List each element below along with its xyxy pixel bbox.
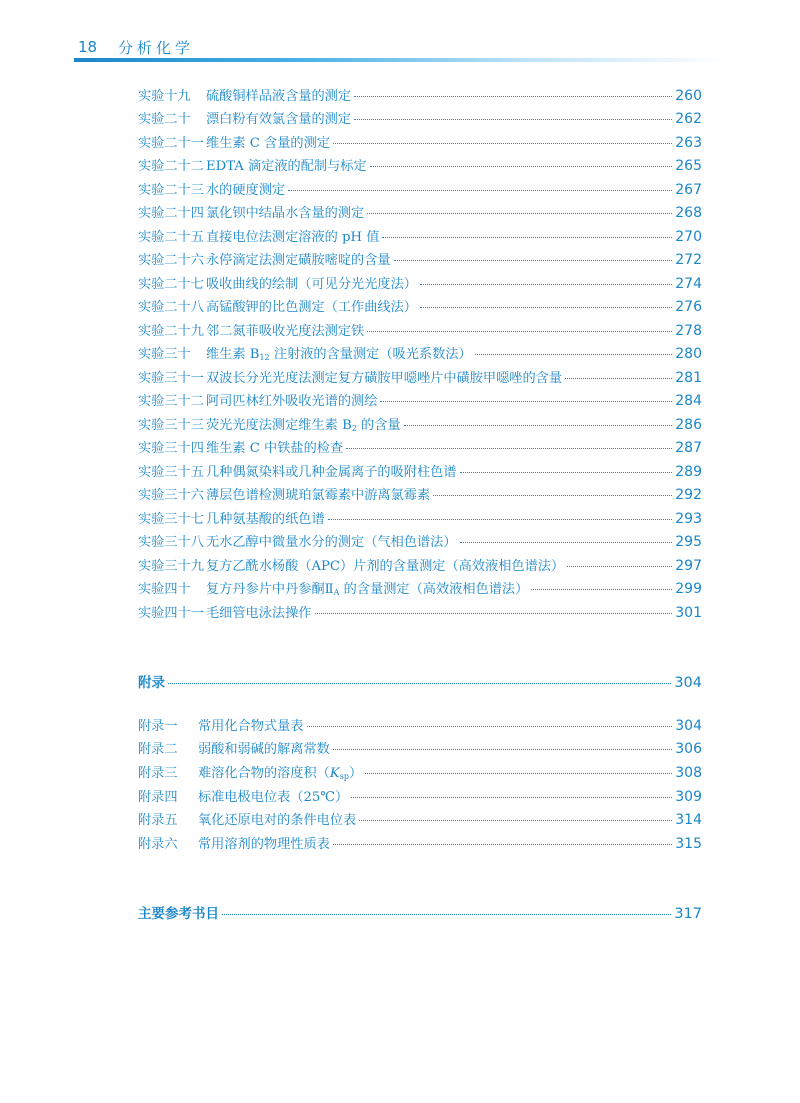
entry-page: 278: [675, 323, 702, 339]
toc-entry[interactable]: [138, 762, 702, 784]
entry-number: 实验二十四: [138, 206, 204, 221]
leader-dots: [460, 542, 673, 543]
leader-dots: [365, 773, 672, 774]
entry-title: 常用化合物式量表: [198, 719, 304, 734]
entry-page: 289: [675, 464, 702, 480]
entry-title: 常用溶剂的物理性质表: [198, 837, 330, 852]
entry-title: 吸收曲线的绘制（可见分光光度法）: [206, 277, 417, 292]
entry-number: 实验三十三: [138, 418, 204, 433]
entry-number: 实验二十: [138, 112, 191, 127]
entry-title: 复方丹参片中丹参酮$Ⅱ_A$ 的含量测定（高效液相色谱法）: [206, 582, 529, 597]
entry-page: 314: [675, 812, 702, 828]
page-number: 18: [78, 38, 98, 56]
toc-entry[interactable]: [138, 249, 702, 271]
entry-title: 荧光光度法测定维生素 $B_2$ 的含量: [206, 418, 401, 433]
leader-dots: [367, 213, 672, 214]
entry-page: 293: [675, 511, 702, 527]
entry-title: 标准电极电位表（25℃）: [198, 790, 349, 805]
entry-number: 实验四十一: [138, 606, 204, 621]
entry-title: 难溶化合物的溶度积$(K_{sp})$: [198, 766, 363, 781]
leader-dots: [333, 844, 672, 845]
entry-title: 毛细管电泳法操作: [206, 606, 312, 621]
entry-title: EDTA 滴定液的配制与标定: [206, 159, 367, 174]
entry-title: 维生素 C 中铁盐的检查: [206, 441, 344, 456]
entry-number: 实验二十五: [138, 230, 204, 245]
entry-number: 实验三十九: [138, 559, 204, 574]
toc-entry[interactable]: [138, 531, 702, 553]
entry-number: 实验三十七: [138, 512, 204, 527]
header-rule: [74, 58, 726, 62]
entry-page: 306: [675, 741, 702, 757]
entry-page: 284: [675, 393, 702, 409]
entry-page: 276: [675, 299, 702, 315]
leader-dots: [315, 613, 673, 614]
entry-page: 262: [675, 111, 702, 127]
toc-entry[interactable]: [138, 320, 702, 342]
section-page: 304: [674, 675, 702, 691]
leader-dots: [333, 749, 672, 750]
leader-dots: [404, 425, 673, 426]
leader-dots: [531, 589, 672, 590]
entry-page: 267: [675, 182, 702, 198]
entry-title: 永停滴定法测定磺胺嘧啶的含量: [206, 253, 391, 268]
section-page: 317: [674, 906, 702, 922]
entry-number: 实验三十: [138, 347, 191, 362]
leader-dots: [328, 519, 673, 520]
entry-page: 274: [675, 276, 702, 292]
entry-page: 295: [675, 534, 702, 550]
entry-title: 双波长分光光度法测定复方磺胺甲噁唑片中磺胺甲噁唑的含量: [206, 371, 563, 386]
leader-dots: [433, 495, 672, 496]
toc-entry[interactable]: [138, 437, 702, 459]
toc-entry[interactable]: [138, 296, 702, 318]
entry-number: 实验十九: [138, 89, 191, 104]
references-heading[interactable]: [138, 902, 702, 924]
toc-entry[interactable]: [138, 578, 702, 600]
entry-page: 260: [675, 88, 702, 104]
toc-entry[interactable]: [138, 390, 702, 412]
toc-entry[interactable]: [138, 108, 702, 130]
entry-number: 实验二十七: [138, 277, 204, 292]
entry-title: 氯化钡中结晶水含量的测定: [206, 206, 365, 221]
toc-entry[interactable]: [138, 132, 702, 154]
leader-dots: [367, 331, 672, 332]
section-title: 附录: [138, 675, 165, 691]
entry-title: 漂白粉有效氯含量的测定: [206, 112, 352, 127]
entry-title: 阿司匹林红外吸收光谱的测绘: [206, 394, 378, 409]
leader-dots: [382, 237, 672, 238]
leader-dots: [567, 566, 672, 567]
leader-dots: [333, 143, 672, 144]
entry-title: 高锰酸钾的比色测定（工作曲线法）: [206, 300, 417, 315]
entry-number: 实验二十六: [138, 253, 204, 268]
entry-number: 实验三十五: [138, 465, 204, 480]
toc-entry[interactable]: [138, 602, 702, 624]
entry-page: 287: [675, 440, 702, 456]
entry-title: 氧化还原电对的条件电位表: [198, 813, 357, 828]
leader-dots: [420, 284, 672, 285]
toc-entry[interactable]: [138, 555, 702, 577]
entry-title: 薄层色谱检测琥珀氯霉素中游离氯霉素: [206, 488, 431, 503]
leader-dots: [380, 401, 672, 402]
toc-entry[interactable]: [138, 367, 702, 389]
entry-title: 几种偶氮染料或几种金属离子的吸附柱色谱: [206, 465, 457, 480]
toc-entry[interactable]: [138, 461, 702, 483]
entry-number: 实验四十: [138, 582, 191, 597]
leader-dots: [354, 96, 672, 97]
entry-number: 实验二十一: [138, 136, 204, 151]
entry-page: 304: [675, 718, 702, 734]
toc-entry[interactable]: [138, 155, 702, 177]
section-title: 主要参考书目: [138, 906, 219, 922]
toc-entry[interactable]: [138, 715, 702, 737]
entry-page: 265: [675, 158, 702, 174]
leader-dots: [475, 354, 673, 355]
toc-entry[interactable]: [138, 833, 702, 855]
toc-entry[interactable]: [138, 85, 702, 107]
entry-number: 实验三十八: [138, 535, 204, 550]
entry-number: 实验三十一: [138, 371, 204, 386]
leader-dots: [351, 797, 672, 798]
leader-dots: [307, 726, 673, 727]
entry-title: 几种氨基酸的纸色谱: [206, 512, 325, 527]
running-header: [74, 36, 726, 66]
entry-page: 281: [675, 370, 702, 386]
entry-title: 维生素 C 含量的测定: [206, 136, 330, 151]
entry-page: 280: [675, 346, 702, 362]
leader-dots: [394, 260, 673, 261]
toc-entry[interactable]: [138, 414, 702, 436]
toc-entry[interactable]: [138, 484, 702, 506]
toc-entry[interactable]: [138, 179, 702, 201]
leader-dots: [460, 472, 673, 473]
leader-dots: [222, 914, 671, 915]
toc-entry[interactable]: [138, 508, 702, 530]
entry-title: 复方乙酰水杨酸（APC）片剂的含量测定（高效液相色谱法）: [206, 559, 565, 574]
leader-dots: [354, 119, 672, 120]
leader-dots: [168, 683, 671, 684]
leader-dots: [346, 448, 672, 449]
entry-number: 附录五: [138, 813, 178, 828]
leader-dots: [288, 190, 672, 191]
toc-entry[interactable]: [138, 202, 702, 224]
entry-title: 硫酸铜样品液含量的测定: [206, 89, 352, 104]
toc-entry[interactable]: [138, 786, 702, 808]
entry-number: 实验三十二: [138, 394, 204, 409]
entry-page: 299: [675, 581, 702, 597]
entry-title: 维生素 $B_{12}$ 注射液的含量测定（吸光系数法）: [206, 347, 472, 362]
leader-dots: [420, 307, 672, 308]
entry-number: 附录四: [138, 790, 178, 805]
entry-page: 292: [675, 487, 702, 503]
entry-page: 268: [675, 205, 702, 221]
entry-number: 实验二十二: [138, 159, 204, 174]
entry-number: 附录三: [138, 766, 178, 781]
entry-page: 263: [675, 135, 702, 151]
toc-entry[interactable]: [138, 226, 702, 248]
entry-title: 无水乙醇中微量水分的测定（气相色谱法）: [206, 535, 457, 550]
leader-dots: [370, 166, 673, 167]
entry-page: 270: [675, 229, 702, 245]
entry-title: 水的硬度测定: [206, 183, 286, 198]
entry-title: 直接电位法测定溶液的 pH 值: [206, 230, 380, 245]
entry-page: 315: [675, 836, 702, 852]
entry-number: 实验二十八: [138, 300, 204, 315]
entry-page: 286: [675, 417, 702, 433]
entry-number: 实验三十六: [138, 488, 204, 503]
toc-entry[interactable]: [138, 738, 702, 760]
entry-title: 邻二氮菲吸收光度法测定铁: [206, 324, 365, 339]
entry-page: 297: [675, 558, 702, 574]
entry-number: 实验二十三: [138, 183, 204, 198]
entry-page: 301: [675, 605, 702, 621]
entry-page: 308: [675, 765, 702, 781]
appendix-heading[interactable]: [138, 671, 702, 693]
entry-number: 附录六: [138, 837, 178, 852]
leader-dots: [359, 820, 672, 821]
leader-dots: [565, 378, 672, 379]
toc-entry[interactable]: [138, 343, 702, 365]
entry-page: 309: [675, 789, 702, 805]
entry-page: 272: [675, 252, 702, 268]
toc-entry[interactable]: [138, 273, 702, 295]
entry-number: 实验二十九: [138, 324, 204, 339]
entry-number: 附录二: [138, 742, 178, 757]
entry-number: 实验三十四: [138, 441, 204, 456]
entry-title: 弱酸和弱碱的解离常数: [198, 742, 330, 757]
running-title: 分析化学: [118, 39, 195, 57]
toc-entry[interactable]: [138, 809, 702, 831]
entry-number: 附录一: [138, 719, 178, 734]
